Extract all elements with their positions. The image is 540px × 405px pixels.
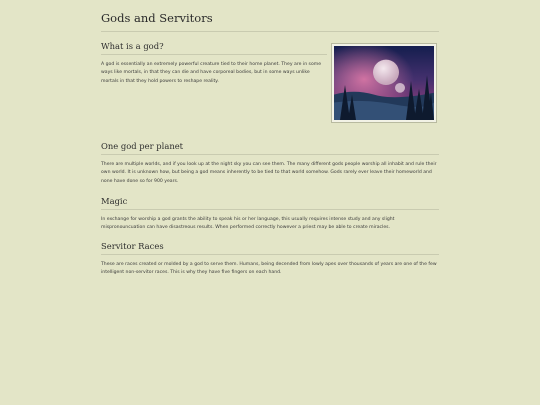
section-divider [101, 254, 439, 255]
section-body: There are multiple worlds, and if you look up at the night sky you can see them. The many different gods people worship all inhabit and rule their own world. It is unknown how, but being a god means inherently to be tied to that world somehow. Gods rarely ever leave their homeworld and none have done so for 900 years. [101, 162, 437, 184]
section-divider [101, 154, 439, 155]
section-servitor-races [101, 241, 439, 278]
section-body: In exchange for worship a god grants the ability to speak his or her language, this usually requires intense study and any slight mispronouncuation can have disastreous results. When performed correctly however a priest may be able to create miracles. [101, 217, 395, 231]
night-sky-moons-illustration [334, 46, 434, 120]
page-title: Gods and Servitors [101, 11, 213, 25]
section-heading: Servitor Races [101, 241, 164, 251]
section-divider [101, 54, 327, 55]
section-heading: One god per planet [101, 141, 184, 151]
section-body: A god is essentially an extremely powerful creature tied to their home planet. They are in some ways like mortals, in that they can die and have corporeal bodies, but in some ways unlike mortals in that they hold powers to reshape reality. [101, 62, 322, 84]
title-divider [101, 31, 439, 32]
section-heading: Magic [101, 196, 128, 206]
section-divider [101, 209, 439, 210]
section-magic [101, 196, 439, 233]
section-body: These are races created or molded by a god to serve them. Humans, being decended from lowly apes over thousands of years are one of the few intelligent non-servitor races. This is why they have five fingers on each hand. [101, 262, 437, 276]
section-one-god-per-planet [101, 141, 439, 186]
section-heading: What is a god? [101, 41, 164, 51]
night-sky-moons-image [331, 43, 437, 123]
